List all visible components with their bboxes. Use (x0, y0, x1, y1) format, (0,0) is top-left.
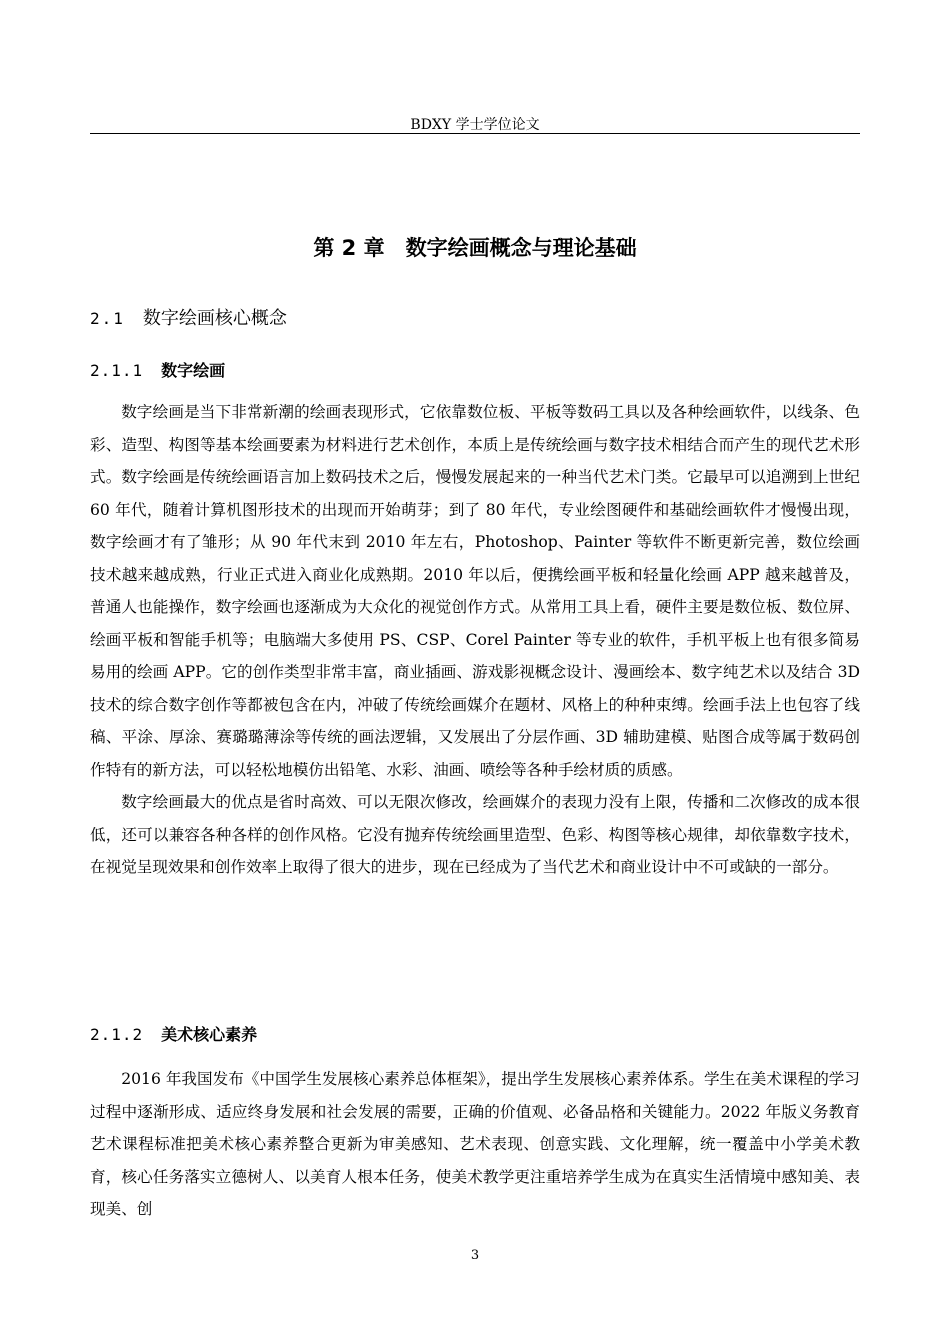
chapter-title: 第 2 章 数字绘画概念与理论基础 (313, 236, 637, 260)
page-number: 3 (470, 1248, 480, 1263)
paragraph: 数字绘画最大的优点是省时高效、可以无限次修改，绘画媒介的表现力没有上限，传播和二次修改的成本很低，还可以兼容各种各样的创作风格。它没有抛弃传统绘画里造型、色彩、构图等核心规律，却依靠数字技术，在视觉呈现效果和创作效率上取得了很大的进步，现在已经成为了当代艺术和商业设计中不可或缺的一部分。 (90, 793, 860, 876)
subsection-heading-2-1-2 (90, 1023, 257, 1047)
section-title: 数字绘画核心概念 (142, 308, 287, 329)
subsection-heading-2-1-1 (90, 359, 225, 383)
subsection-title: 美术核心素养 (161, 1025, 258, 1044)
subsection-number: 2.1.2 (90, 1025, 144, 1044)
subsection-number: 2.1.1 (90, 361, 144, 380)
section-number: 2.1 (90, 309, 125, 328)
body-text-2-1-1 (90, 396, 860, 884)
section-heading-2-1 (90, 306, 287, 332)
paragraph: 2016 年我国发布《中国学生发展核心素养总体框架》，提出学生发展核心素养体系。学生在美术课程的学习过程中逐渐形成、适应终身发展和社会发展的需要，正确的价值观、必备品格和关键能力。2022 年版义务教育艺术课程标准把美术核心素养整合更新为审美感知、艺术表现、创意实践、文化理解，统一覆盖中小学美术教育，核心任务落实立德树人、以美育人根本任务，使美术教学更注重培养学生成为在真实生活情境中感知美、表现美、创 (90, 1070, 860, 1218)
body-text-2-1-2 (90, 1063, 860, 1226)
paragraph: 数字绘画是当下非常新潮的绘画表现形式，它依靠数位板、平板等数码工具以及各种绘画软件，以线条、色彩、造型、构图等基本绘画要素为材料进行艺术创作，本质上是传统绘画与数字技术相结合而产生的现代艺术形式。数字绘画是传统绘画语言加上数码技术之后，慢慢发展起来的一种当代艺术门类。它最早可以追溯到上世纪 60 年代，随着计算机图形技术的出现而开始萌芽；到了 80 年代，专业绘图硬件和基础绘画软件才慢慢出现，数字绘画才有了雏形；从 90 年代末到 2010 年左右，Photoshop、Painter 等软件不断更新完善，数位绘画技术越来越成熟，行业正式进入商业化成熟期。2010 年以后，便携绘画平板和轻量化绘画 APP 越来越普及，普通人也能操作，数字绘画也逐渐成为大众化的视觉创作方式。从常用工具上看，硬件主要是数位板、数位屏、绘画平板和智能手机等；电脑端大多使用 PS、CSP、Corel Painter 等专业的软件，手机平板上也有很多简易易用的绘画 APP。它的创作类型非常丰富，商业插画、游戏影视概念设计、漫画绘本、数字纯艺术以及结合 3D 技术的综合数字创作等都被包含在内，冲破了传统绘画媒介在题材、风格上的种种束缚。绘画手法上也包容了线稿、平涂、厚涂、赛璐璐薄涂等传统的画法逻辑，又发展出了分层作画、3D 辅助建模、贴图合成等属于数码创作特有的新方法，可以轻松地模仿出铅笔、水彩、油画、喷绘等各种手绘材质的质感。 (90, 403, 860, 779)
running-header: BDXY 学士学位论文 (410, 117, 540, 133)
subsection-title: 数字绘画 (161, 361, 226, 380)
header-rule (90, 133, 860, 134)
